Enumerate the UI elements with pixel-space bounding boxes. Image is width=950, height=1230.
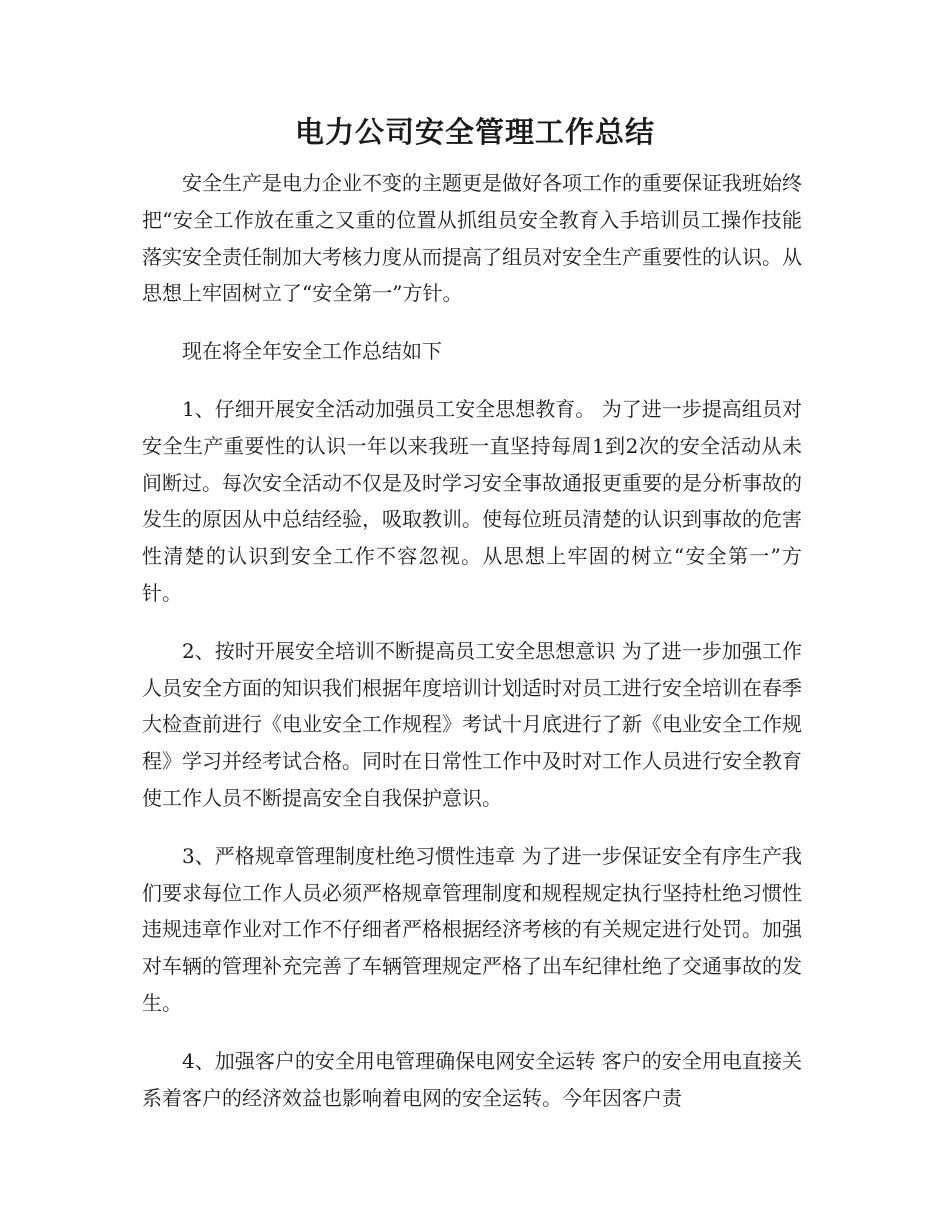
paragraph-item-1: 1、仔细开展安全活动加强员工安全思想教育。 为了进一步提高组员对安全生产重要性的认识一年以来我班一直坚持每周1到2次的安全活动从未间断过。每次安全活动不仅是及时学习安全事故通报更重要的是分析事故的发生的原因从中总结经验，吸取教训。使每位班员清楚的认识到事故的危害性清楚的认识到安全工作不容忽视。从思想上牢固的树立“安全第一”方针。 bbox=[142, 396, 802, 605]
paragraph-summary-lead: 现在将全年安全工作总结如下 bbox=[182, 339, 442, 364]
paragraph-item-2: 2、按时开展安全培训不断提高员工安全思想意识 为了进一步加强工作人员安全方面的知识我们根据年度培训计划适时对员工进行安全培训在春季大检查前进行《电业安全工作规程》考试十月底进行了新《电业安全工作规程》学习并经考试合格。同时在日常性工作中及时对工作人员进行安全教育使工作人员不断提高安全自我保护意识。 bbox=[142, 638, 802, 810]
paragraph-item-3: 3、严格规章管理制度杜绝习惯性违章 为了进一步保证安全有序生产我们要求每位工作人员必须严格规章管理制度和规程规定执行坚持杜绝习惯性违规违章作业对工作不仔细者严格根据经济考核的有关规定进行处罚。加强对车辆的管理补充完善了车辆管理规定严格了出车纪律杜绝了交通事故的发生。 bbox=[142, 843, 802, 1015]
document-title: 电力公司安全管理工作总结 bbox=[294, 115, 655, 149]
paragraph-intro: 安全生产是电力企业不变的主题更是做好各项工作的重要保证我班始终把“安全工作放在重之又重的位置从抓组员安全教育入手培训员工操作技能落实安全责任制加大考核力度从而提高了组员对安全生产重要性的认识。从思想上牢固树立了“安全第一”方针。 bbox=[142, 171, 802, 306]
document-body bbox=[142, 165, 802, 1137]
paragraph-item-4: 4、加强客户的安全用电管理确保电网安全运转 客户的安全用电直接关系着客户的经济效益也影响着电网的安全运转。今年因客户责 bbox=[142, 1048, 802, 1110]
